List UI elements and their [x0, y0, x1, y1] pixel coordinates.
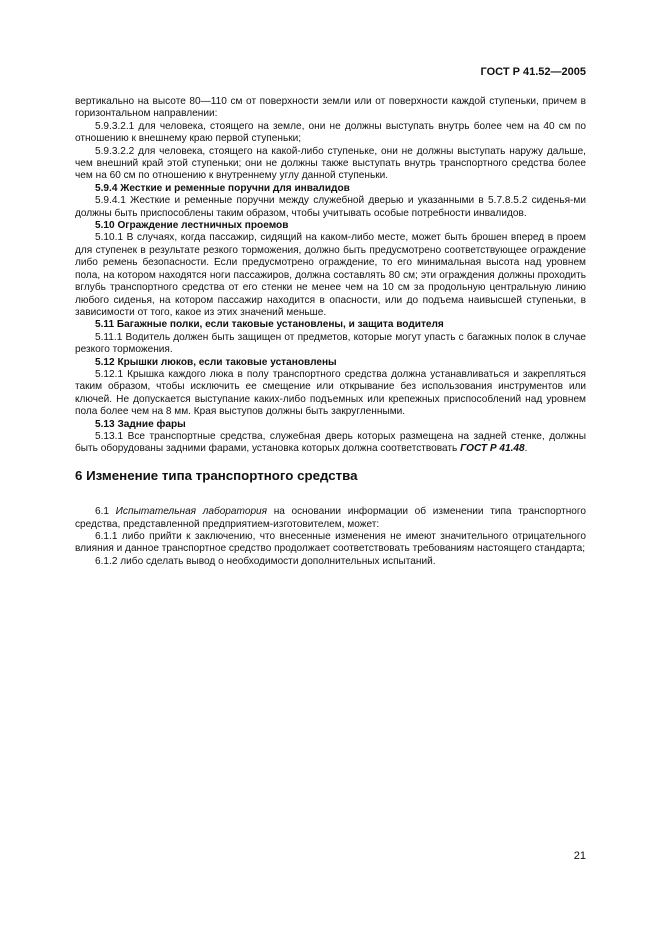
standard-id: ГОСТ Р 41.52—2005: [480, 66, 586, 78]
paragraph: вертикально на высоте 80—110 см от поверхности земли или от поверхности каждой ступеньки, причем в горизонтальном направлении:: [75, 96, 586, 120]
subsection-heading: 5.10 Ограждение лестничных проемов: [95, 220, 289, 232]
standard-reference: ГОСТ Р 41.48: [460, 443, 525, 455]
paragraph: 6.1.1 либо прийти к заключению, что внесенные изменения не имеют значительного отрицательного влияния и данное транспортное средство продолжает соответствовать требованиям настоящего стандарта;: [75, 531, 586, 555]
paragraph-text: 5.13.1 Все транспортные средства, служебная дверь которых размещена на задней стенке, должны быть оборудованы задними фарами, установка которых должна соответствовать: [75, 430, 586, 455]
paragraph: 5.9.3.2.2 для человека, стоящего на какой-либо ступеньке, они не должны выступать наружу дальше, чем внешний край этой ступеньки; они не должны также выступать внутрь транспортного средства более чем на 60 см по отношению к внутреннему углу данной ступеньки.: [75, 145, 586, 182]
paragraph: [75, 506, 586, 531]
paragraph: [75, 431, 586, 456]
paragraph: 5.11.1 Водитель должен быть защищен от предметов, которые могут упасть с багажных полок в случае резкого торможения.: [75, 331, 586, 356]
paragraph-text: .: [524, 443, 528, 455]
emphasis-text: Испытательная лаборатория: [115, 506, 268, 518]
document-body: [75, 96, 586, 568]
subsection-heading: 5.11 Багажные полки, если таковые установлены, и защита водителя: [95, 319, 444, 331]
paragraph-text: на основании информации об изменении типа транспортного средства, представленной предприятием-изготовителем, может:: [75, 506, 586, 530]
section-title: 6 Изменение типа транспортного средства: [75, 467, 358, 483]
subsection-heading: 5.13 Задние фары: [95, 418, 186, 430]
paragraph: 5.9.4.1 Жесткие и ременные поручни между служебной дверью и указанными в 5.7.8.5.2 сиденья-ми должны быть приспособлены таким образом, чтобы учитывать особые потребности инвалидов.: [75, 195, 586, 219]
paragraph: 5.10.1 В случаях, когда пассажир, сидящий на каком-либо месте, может быть брошен вперед в проем для ступенек в результате резкого торможения, должно быть предусмотрено соответствующее ограждение либо ремень безопасности. Если предусмотрено ограждение, то его минимальная высота над уровнем пола, на котором находятся ноги пассажиров, должна составлять 80 см; эти ограждения должны проходить вглубь транспортного средства от его стенки не менее чем на 10 см за продольную центральную линию любого сиденья, на котором пассажир находится в опасности, или до подъема наивысшей ступеньки, в зависимости от того, какое из этих значений меньше.: [75, 232, 586, 318]
subsection-heading: 5.9.4 Жесткие и ременные поручни для инвалидов: [95, 182, 350, 194]
paragraph: 6.1.2 либо сделать вывод о необходимости дополнительных испытаний.: [95, 555, 436, 567]
paragraph-text: 6.1: [95, 506, 116, 518]
subsection-heading: 5.12 Крышки люков, если таковые установлены: [95, 356, 337, 368]
page-number: 21: [573, 850, 586, 862]
paragraph: 5.12.1 Крышка каждого люка в полу транспортного средства должна устанавливаться и закрепляться таким образом, чтобы исключить ее смещение или открывание без использования инструментов или ключей. Не допускается выступание каких-либо подъемных или крепежных приспособлений над уровнем пола более чем на 8 мм. Края выступов должны быть закругленными.: [75, 368, 586, 418]
paragraph: 5.9.3.2.1 для человека, стоящего на земле, они не должны выступать внутрь более чем на 40 см по отношению к внешнему краю первой ступеньки;: [75, 120, 586, 145]
